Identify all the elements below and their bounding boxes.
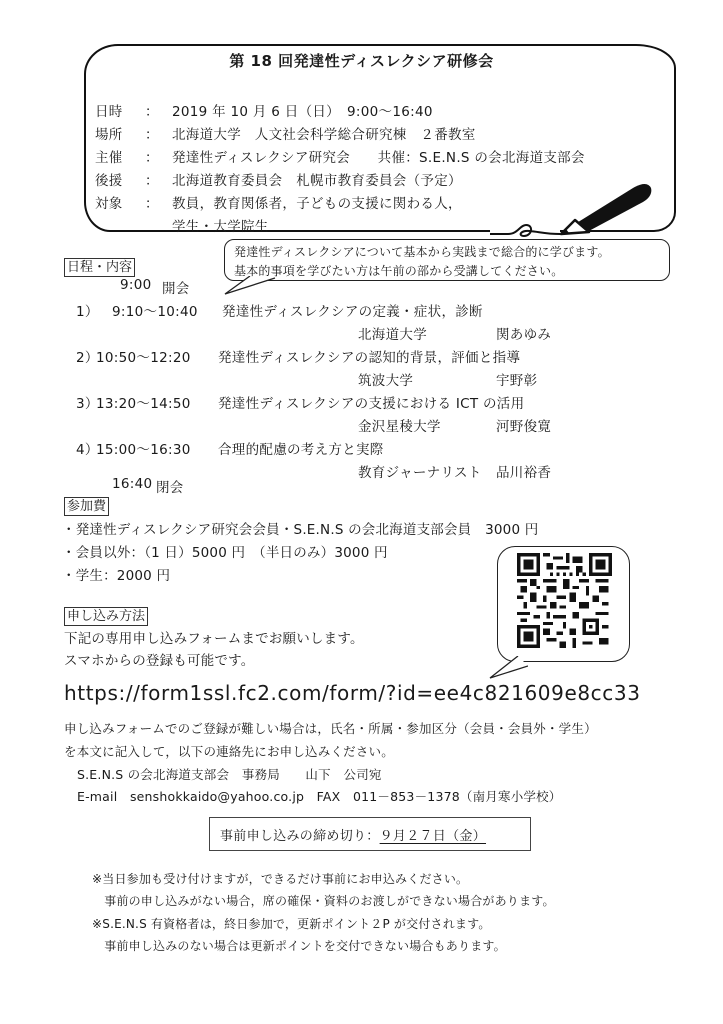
deadline-line [220, 825, 486, 844]
session-3-time: 13:20～14:50 [96, 396, 191, 412]
info-label: 主催 [95, 150, 123, 166]
bubble-tail [220, 276, 280, 296]
info-label: 後援 [95, 173, 123, 189]
application-form-link[interactable]: https://form1ssl.fc2.com/form/?id=ee4c821609e8cc33 [64, 681, 641, 705]
info-value: 発達性ディスレクシア研究会 共催：S.E.N.S の会北海道支部会 [172, 150, 585, 166]
session-2-title: 発達性ディスレクシアの認知的背景，評価と指導 [218, 350, 521, 366]
page-title: 第 18 回発達性ディスレクシア研修会 [229, 52, 494, 70]
session-3-title: 発達性ディスレクシアの支援における ICT の活用 [218, 396, 525, 412]
info-colon: ： [145, 104, 159, 120]
qr-code-icon[interactable] [517, 553, 612, 648]
session-4-num: 4） [76, 442, 99, 458]
pencil-icon [555, 180, 665, 236]
session-2-speaker: 宇野彰 [496, 373, 538, 389]
fee-item-member: ・発達性ディスレクシア研究会会員・S.E.N.S の会北海道支部会員 3000 円 [62, 522, 539, 538]
info-colon: ： [145, 127, 159, 143]
note-line-1: 発達性ディスレクシアについて基本から実践まで総合的に学びます。 [234, 245, 610, 259]
info-label: 場所 [95, 127, 123, 143]
fee-item-nonmember: ・会員以外：（1 日）5000 円 （半日のみ）3000 円 [62, 545, 388, 561]
footnote-1: ※当日参加も受け付けますが，できるだけ事前にお申込みください。 [92, 872, 469, 886]
session-4-title: 合理的配慮の考え方と実際 [218, 442, 384, 458]
application-heading: 申し込み方法 [64, 607, 148, 626]
deadline-label: 事前申し込みの締め切り： [220, 829, 380, 844]
session-4-speaker: 品川裕香 [496, 465, 552, 481]
session-1-title: 発達性ディスレクシアの定義・症状，診断 [222, 304, 483, 320]
contact-fax: 011－853－1378（南月寒小学校） [352, 789, 562, 804]
closing-label: 閉会 [156, 480, 184, 496]
fees-heading: 参加費 [64, 497, 109, 516]
session-4-affiliation: 教育ジャーナリスト [358, 465, 482, 481]
footnote-4: 事前申し込みのない場合は更新ポイントを交付できない場合もあります。 [92, 939, 506, 953]
alt-application-line-1: 申し込みフォームでのご登録が難しい場合は，氏名・所属・参加区分（会員・会員外・学生） [64, 721, 597, 736]
bubble-tail [488, 656, 528, 680]
session-2-num: 2） [76, 350, 99, 366]
info-colon: ： [145, 196, 159, 212]
session-3-affiliation: 金沢星稜大学 [358, 419, 441, 435]
deadline-date: ９月２７日（金） [379, 829, 487, 844]
opening-time: 9:00 [120, 277, 152, 293]
session-1-num: 1） [76, 304, 99, 320]
info-target-continuation: 学生・大学院生 [172, 219, 269, 235]
schedule-heading: 日程・内容 [64, 258, 135, 277]
info-label: 対象 [95, 196, 123, 212]
closing-time: 16:40 [112, 476, 153, 492]
application-line-1: 下記の専用申し込みフォームまでお願いします。 [64, 631, 364, 647]
fax-label: FAX [316, 789, 341, 804]
session-3-speaker: 河野俊寛 [496, 419, 552, 435]
footnote-2: 事前の申し込みがない場合，席の確保・資料のお渡しができない場合があります。 [92, 894, 555, 908]
session-1-time: 9:10～10:40 [112, 304, 198, 320]
info-label: 日時 [95, 104, 123, 120]
session-2-affiliation: 筑波大学 [358, 373, 414, 389]
application-line-2: スマホからの登録も可能です。 [64, 653, 255, 669]
session-3-num: 3） [76, 396, 99, 412]
session-4-time: 15:00～16:30 [96, 442, 191, 458]
footnote-3: ※S.E.N.S 有資格者は，終日参加で，更新ポイント２P が交付されます。 [92, 917, 491, 931]
contact-line [77, 787, 562, 805]
info-colon: ： [145, 173, 159, 189]
session-2-time: 10:50～12:20 [96, 350, 191, 366]
session-1-speaker: 関あゆみ [496, 327, 552, 343]
info-value: 2019 年 10 月 6 日（日） 9:00～16:40 [172, 104, 433, 120]
email-label: E-mail [77, 789, 118, 804]
info-value: 北海道教育委員会 札幌市教育委員会（予定） [172, 173, 462, 189]
note-line-2: 基本的事項を学びたい方は午前の部から受講してください。 [234, 264, 564, 278]
alt-application-line-2: を本文に記入して，以下の連絡先にお申し込みください。 [64, 744, 394, 759]
info-value: 北海道大学 人文社会科学総合研究棟 ２番教室 [172, 127, 476, 143]
info-value: 教員，教育関係者，子どもの支援に関わる人， [172, 196, 462, 212]
contact-email[interactable]: senshokkaido@yahoo.co.jp [129, 789, 305, 804]
opening-label: 開会 [162, 281, 190, 297]
fee-item-student: ・学生：2000 円 [62, 568, 171, 584]
contact-organization: S.E.N.S の会北海道支部会 事務局 山下 公司宛 [77, 767, 382, 782]
info-colon: ： [145, 150, 159, 166]
session-1-affiliation: 北海道大学 [358, 327, 427, 343]
